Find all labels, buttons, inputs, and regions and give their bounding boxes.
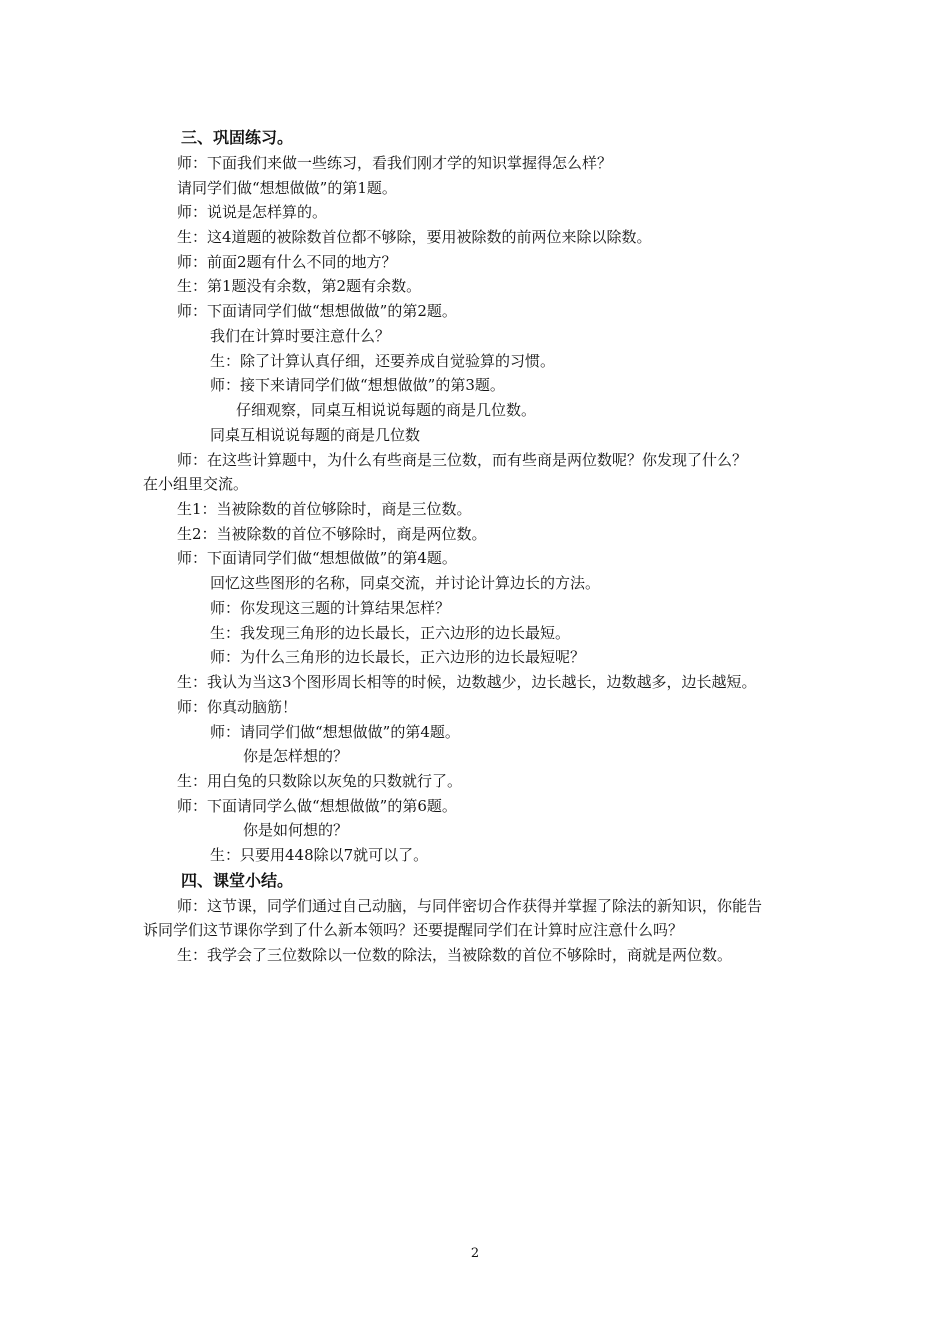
text-line: 师：为什么三角形的边长最长，正六边形的边长最短呢？ [210, 648, 586, 666]
text-line: 师：下面我们来做一些练习，看我们刚才学的知识掌握得怎么样？ [177, 154, 613, 172]
text-line: 请同学们做“想想做做”的第1题。 [177, 179, 397, 197]
text-line: 你是如何想的？ [243, 821, 349, 839]
text-line: 师：你真动脑筋！ [177, 698, 298, 716]
text-line: 同桌互相说说每题的商是几位数 [210, 426, 421, 444]
page-number: 2 [470, 1246, 480, 1261]
text-line: 在小组里交流。 [143, 475, 249, 493]
text-line: 生：这4道题的被除数首位都不够除，要用被除数的前两位来除以除数。 [177, 228, 652, 246]
text-line: 生：我学会了三位数除以一位数的除法，当被除数的首位不够除时，商就是两位数。 [177, 946, 733, 964]
section-heading-practice: 三、巩固练习。 [181, 128, 294, 147]
text-line: 生：我认为当这3个图形周长相等的时候，边数越少，边长越长，边数越多，边长越短。 [177, 673, 757, 691]
text-line: 我们在计算时要注意什么？ [210, 327, 391, 345]
text-line: 生：我发现三角形的边长最长，正六边形的边长最短。 [210, 624, 571, 642]
text-line: 师：下面请同学么做“想想做做”的第6题。 [177, 797, 457, 815]
text-line: 生1：当被除数的首位够除时，商是三位数。 [177, 500, 472, 518]
text-line: 师：这节课，同学们通过自己动脑，与同伴密切合作获得并掌握了除法的新知识，你能告 [177, 897, 763, 915]
text-line: 回忆这些图形的名称，同桌交流，并讨论计算边长的方法。 [210, 574, 601, 592]
text-line: 生：只要用448除以7就可以了。 [210, 846, 429, 864]
text-line: 师：下面请同学们做“想想做做”的第2题。 [177, 302, 457, 320]
text-line: 生2：当被除数的首位不够除时，商是两位数。 [177, 525, 487, 543]
text-line: 师：接下来请同学们做“想想做做”的第3题。 [210, 376, 505, 394]
text-line: 师：前面2题有什么不同的地方？ [177, 253, 397, 271]
text-line: 你是怎样想的？ [243, 747, 349, 765]
text-line: 生：第1题没有余数，第2题有余数。 [177, 277, 422, 295]
text-line: 师：说说是怎样算的。 [177, 203, 328, 221]
text-line: 生：用白兔的只数除以灰兔的只数就行了。 [177, 772, 463, 790]
text-line: 诉同学们这节课你学到了什么新本领吗？还要提醒同学们在计算时应注意什么吗？ [143, 921, 684, 939]
text-line: 师：在这些计算题中，为什么有些商是三位数，而有些商是两位数呢？你发现了什么？ [177, 451, 748, 469]
section-heading-summary: 四、课堂小结。 [181, 871, 294, 890]
text-line: 仔细观察，同桌互相说说每题的商是几位数。 [236, 401, 537, 419]
text-line: 师：请同学们做“想想做做”的第4题。 [210, 723, 460, 741]
text-line: 师：下面请同学们做“想想做做”的第4题。 [177, 549, 457, 567]
text-line: 师：你发现这三题的计算结果怎样？ [210, 599, 451, 617]
text-line: 生：除了计算认真仔细，还要养成自觉验算的习惯。 [210, 352, 556, 370]
